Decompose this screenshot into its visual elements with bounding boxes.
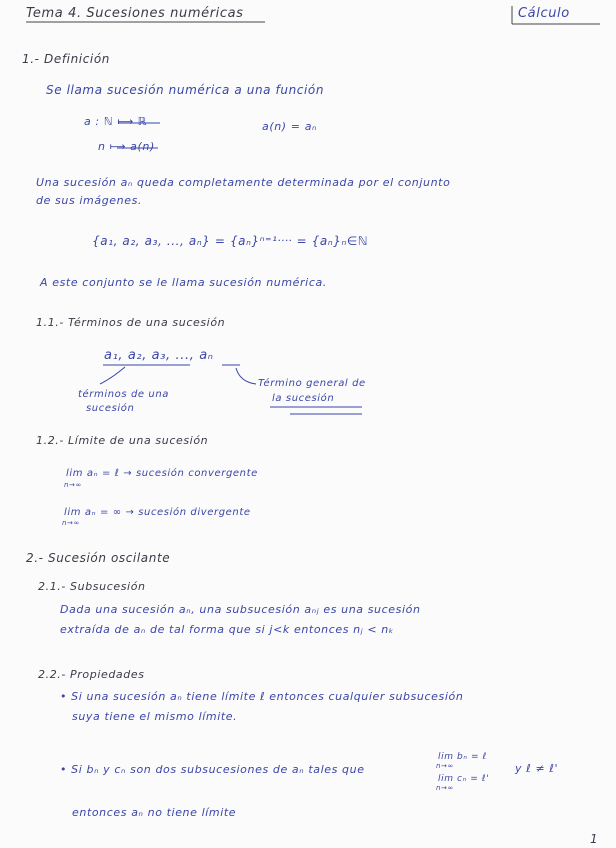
property-1-line-2: suya tiene el mismo límite. xyxy=(72,710,238,723)
section-2-heading: 2.- Sucesión oscilante xyxy=(26,551,171,565)
convergent-line: lim aₙ = ℓ → sucesión convergente xyxy=(66,468,258,479)
terms-note-line-2: sucesión xyxy=(86,403,135,414)
convergent-limit-subscript: n→∞ xyxy=(64,481,82,489)
limit-c-subscript: n→∞ xyxy=(436,784,454,792)
map-line-2: n ⟼ a(n) xyxy=(98,140,155,153)
section-2-1-heading: 2.1.- Subsucesión xyxy=(38,580,146,593)
arrow-to-general xyxy=(236,368,256,384)
divergent-limit-subscript: n→∞ xyxy=(62,519,80,527)
subsequence-line-2: extraída de aₙ de tal forma que si j<k entonces nⱼ < nₖ xyxy=(60,623,395,636)
section-1-paragraph-1: Una sucesión aₙ queda completamente determinada por el conjunto xyxy=(36,176,451,189)
page-title: Tema 4. Sucesiones numéricas xyxy=(26,6,244,21)
terms-sequence: a₁, a₂, a₃, ..., aₙ xyxy=(104,348,214,363)
section-1-paragraph-2: A este conjunto se le llama sucesión numérica. xyxy=(40,276,327,289)
subsequence-line-1: Dada una sucesión aₙ, una subsucesión aₙⱼ es una sucesión xyxy=(60,603,421,616)
divergent-line: lim aₙ = ∞ → sucesión divergente xyxy=(64,507,251,518)
arrow-to-terms xyxy=(100,367,125,384)
property-2-conclusion: entonces aₙ no tiene límite xyxy=(72,806,237,819)
limit-c: lim cₙ = ℓ' xyxy=(438,774,490,784)
section-1-paragraph-1b: de sus imágenes. xyxy=(36,194,143,207)
section-1-1-heading: 1.1.- Términos de una sucesión xyxy=(36,316,226,329)
general-term-note-line-1: Término general de xyxy=(258,378,366,389)
an-equation: a(n) = aₙ xyxy=(262,120,318,133)
section-1-heading: 1.- Definición xyxy=(22,52,110,66)
page-number: 1 xyxy=(590,832,599,846)
subject-label: Cálculo xyxy=(518,6,570,21)
terms-note-line-1: términos de una xyxy=(78,389,170,400)
set-formula: {a₁, a₂, a₃, ..., aₙ} = {aₙ}ⁿ⁼¹ᐧᐧᐧᐧ = {aₙ}ₙ∈ℕ xyxy=(92,234,369,248)
general-term-note-line-2: la sucesión xyxy=(272,393,335,404)
section-1-2-heading: 1.2.- Límite de una sucesión xyxy=(36,434,209,447)
limit-b-subscript: n→∞ xyxy=(436,762,454,770)
section-1-intro: Se llama sucesión numérica a una función xyxy=(46,83,325,97)
limit-b: lim bₙ = ℓ xyxy=(438,752,487,762)
map-line-1: a : ℕ ⟼ ℝ xyxy=(84,115,148,128)
section-2-2-heading: 2.2.- Propiedades xyxy=(38,668,145,681)
limits-different-condition: y ℓ ≠ ℓ' xyxy=(515,762,559,775)
property-2-line: • Si bₙ y cₙ son dos subsucesiones de aₙ tales que xyxy=(60,763,365,776)
property-1-line-1: • Si una sucesión aₙ tiene límite ℓ entonces cualquier subsucesión xyxy=(60,690,464,703)
